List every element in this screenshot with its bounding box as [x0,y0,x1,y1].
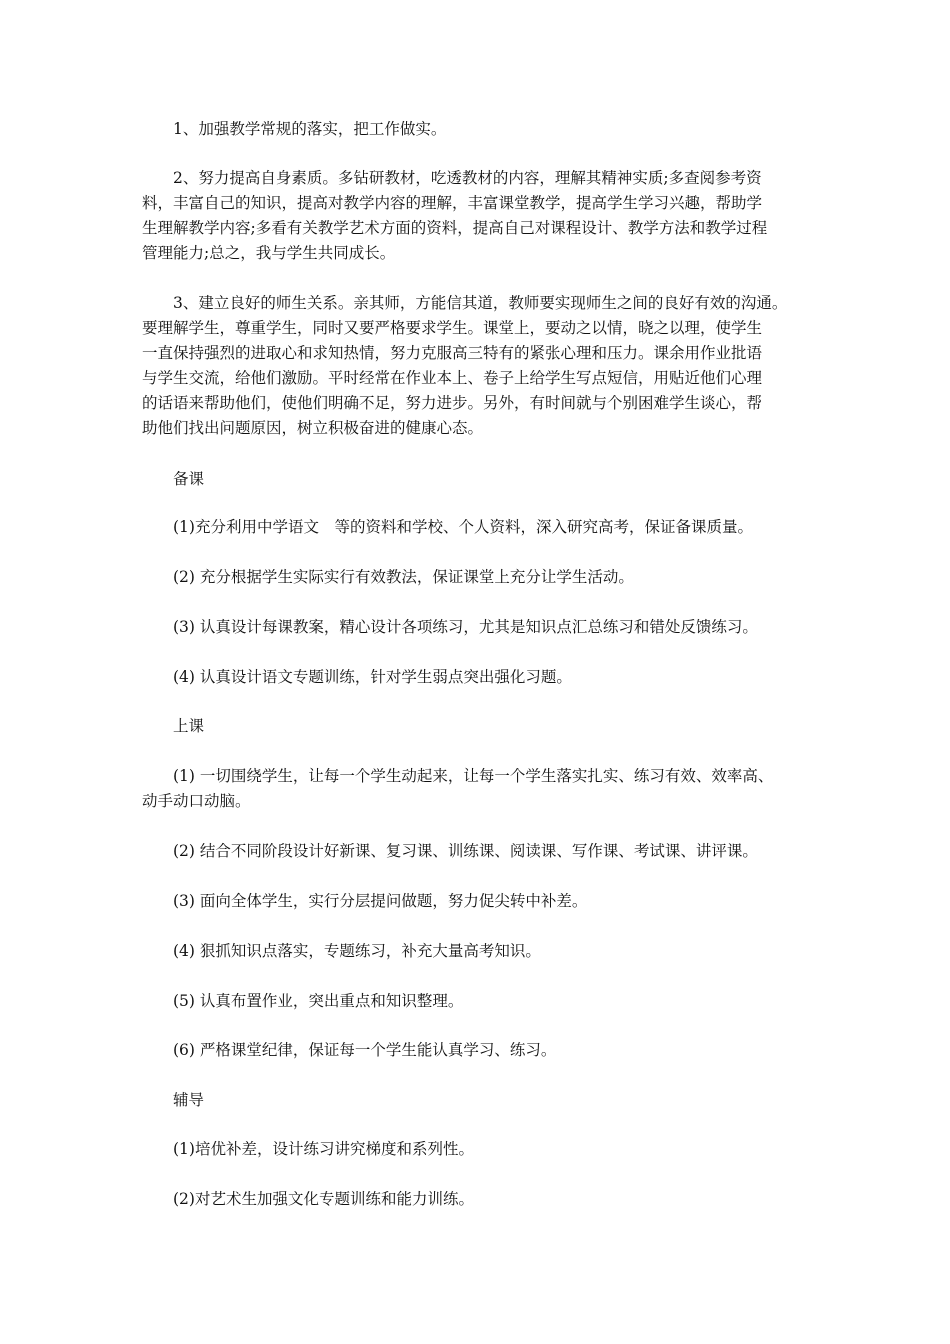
paragraph-3-line: 与学生交流，给他们激励。平时经常在作业本上、卷子上给学生写点短信，用贴近他们心理 [142,369,763,387]
shangke-item-1 [142,764,810,814]
section-heading-shangke: 上课 [173,717,205,735]
section-heading-fudao: 辅导 [173,1091,205,1109]
paragraph-3-line: 的话语来帮助他们，使他们明确不足，努力进步。另外，有时间就与个别困难学生谈心，帮 [142,394,763,412]
shangke-item-2: (2) 结合不同阶段设计好新课、复习课、训练课、阅读课、写作课、考试课、讲评课。 [173,842,758,860]
shangke-item-4: (4) 狠抓知识点落实，专题练习，补充大量高考知识。 [173,942,541,960]
beike-item-3: (3) 认真设计每课教案，精心设计各项练习，尤其是知识点汇总练习和错处反馈练习。 [173,618,758,636]
paragraph-2-line: 2、努力提高自身素质。多钻研教材，吃透教材的内容，理解其精神实质;多查阅参考资 [173,169,762,187]
paragraph-2-line: 生理解教学内容;多看有关教学艺术方面的资料，提高自己对课程设计、教学方法和教学过程 [142,219,768,237]
shangke-item-3: (3) 面向全体学生，实行分层提问做题，努力促尖转中补差。 [173,892,588,910]
fudao-item-2: (2)对艺术生加强文化专题训练和能力训练。 [173,1190,474,1208]
shangke-item-5: (5) 认真布置作业，突出重点和知识整理。 [173,992,464,1010]
fudao-item-1: (1)培优补差，设计练习讲究梯度和系列性。 [173,1140,474,1158]
paragraph-3-line: 助他们找出问题原因，树立积极奋进的健康心态。 [142,419,484,437]
beike-item-4: (4) 认真设计语文专题训练，针对学生弱点突出强化习题。 [173,668,572,686]
paragraph-3 [142,291,810,441]
paragraph-1: 1、加强教学常规的落实，把工作做实。 [173,120,447,138]
paragraph-3-line: 一直保持强烈的进取心和求知热情，努力克服高三特有的紧张心理和压力。课余用作业批语 [142,344,763,362]
paragraph-3-line: 要理解学生，尊重学生，同时又要严格要求学生。课堂上，要动之以情，晓之以理，使学生 [142,319,763,337]
beike-item-2: (2) 充分根据学生实际实行有效教法，保证课堂上充分让学生活动。 [173,568,634,586]
beike-item-1: (1)充分利用中学语文 等的资料和学校、个人资料，深入研究高考，保证备课质量。 [173,518,753,536]
shangke-item-6: (6) 严格课堂纪律，保证每一个学生能认真学习、练习。 [173,1041,557,1059]
paragraph-2-line: 管理能力;总之，我与学生共同成长。 [142,244,396,262]
shangke-item-1-line: 动手动口动脑。 [142,792,251,810]
section-heading-beike: 备课 [173,470,205,488]
paragraph-2-line: 料，丰富自己的知识，提高对教学内容的理解，丰富课堂教学，提高学生学习兴趣，帮助学 [142,194,763,212]
paragraph-2 [142,166,810,266]
shangke-item-1-line: (1) 一切围绕学生，让每一个学生动起来，让每一个学生落实扎实、练习有效、效率高、 [173,767,774,785]
paragraph-3-line: 3、建立良好的师生关系。亲其师，方能信其道，教师要实现师生之间的良好有效的沟通。 [173,294,788,312]
